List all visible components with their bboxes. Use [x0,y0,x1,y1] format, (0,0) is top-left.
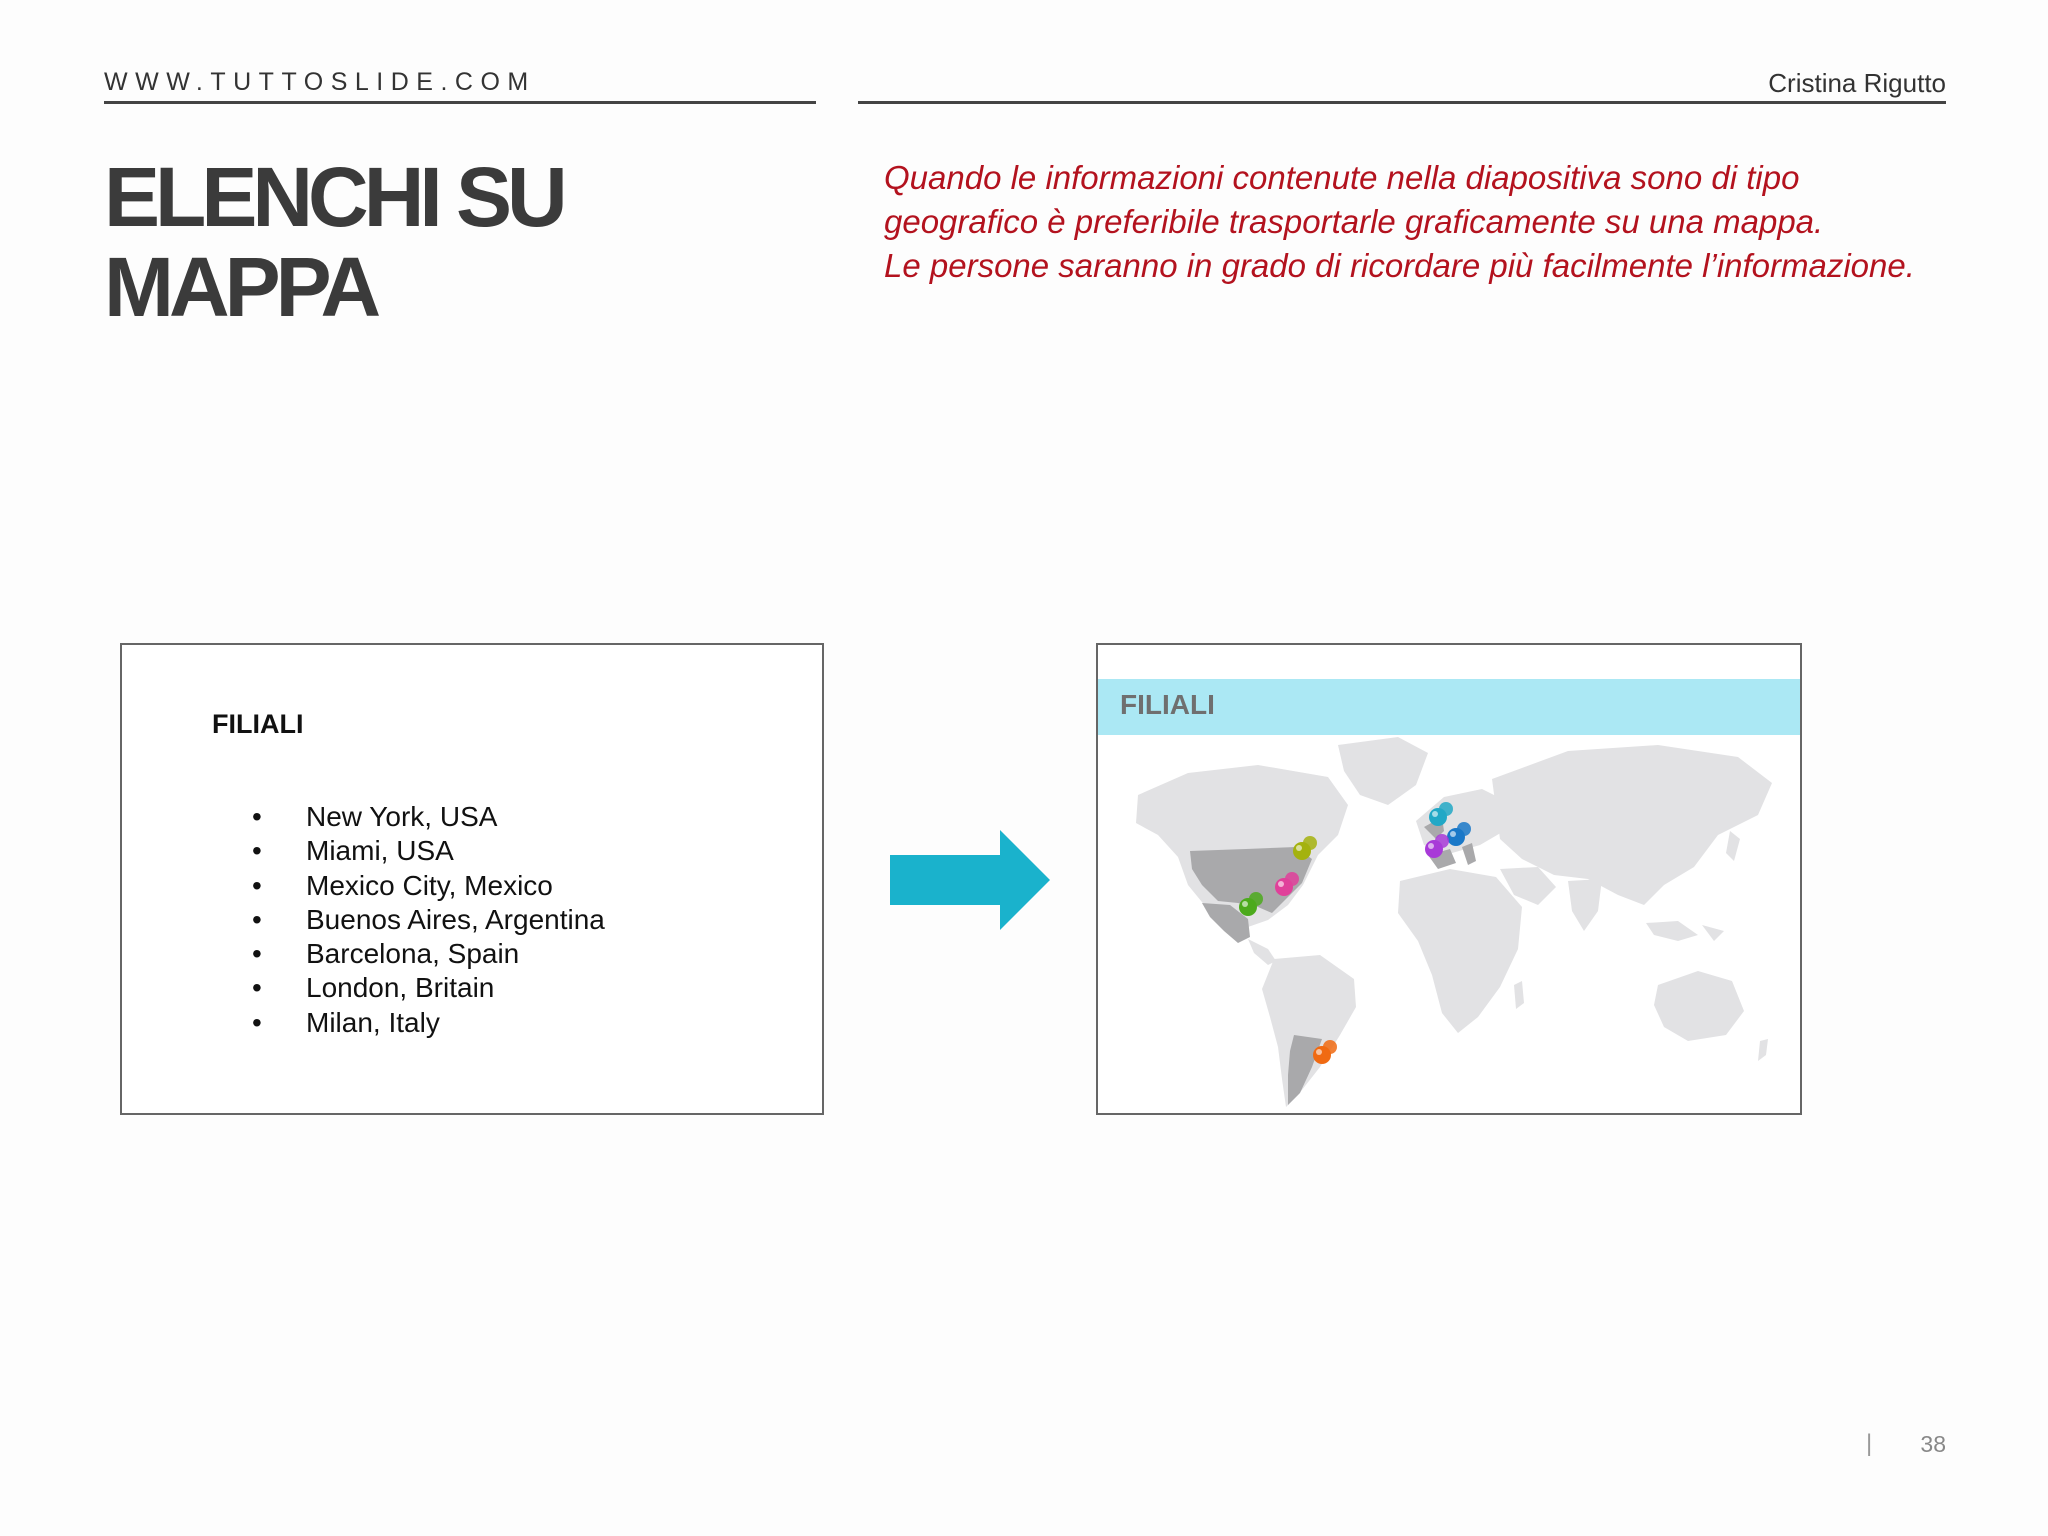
list-item [252,834,605,868]
intro-line-3: Le persone saranno in grado di ricordare più facilmente l’informazione. [884,247,1915,284]
list-item-text: Barcelona, Spain [306,938,520,970]
map-india [1568,879,1602,931]
list-item-text: New York, USA [306,801,498,832]
header-rule-right [858,101,1946,104]
bullet-icon: • [252,1006,262,1038]
map-madagascar [1514,981,1524,1009]
map-new-zealand [1758,1039,1768,1061]
list-item [252,971,605,1005]
map-se-asia [1646,921,1724,941]
intro-line-2: geografico è preferibile trasportarle graficamente su una mappa. [884,203,1824,240]
map-australia [1654,971,1744,1041]
page-number: 38 [1920,1431,1946,1457]
list-item [252,869,605,903]
slide-title [104,152,804,332]
list-item [252,1006,605,1040]
bullet-icon: • [252,869,262,901]
slide-title-line-2: MAPPA [104,240,377,334]
map-central-america [1248,939,1276,965]
map-greenland [1338,737,1428,805]
intro-line-1: Quando le informazioni contenute nella diapositiva sono di tipo [884,159,1800,196]
bullet-icon: • [252,903,262,935]
list-card-title: FILIALI [212,709,304,739]
world-map [1098,735,1800,1113]
bullet-icon: • [252,801,262,832]
list-item [252,903,605,937]
list-slide-card [120,643,824,1115]
bullet-icon: • [252,835,262,867]
site-url: WWW.TUTTOSLIDE.COM [104,68,536,96]
header-rule-left [104,101,816,104]
map-slide-card [1096,643,1802,1115]
list-item-text: Mexico City, Mexico [306,869,553,901]
branch-list [252,800,605,1040]
bullet-icon: • [252,972,262,1004]
list-item-text: London, Britain [306,972,495,1004]
footer-separator: | [1866,1430,1873,1457]
list-item-text: Buenos Aires, Argentina [306,903,605,935]
list-item [252,800,605,834]
map-card-title: FILIALI [1120,689,1215,720]
list-item-text: Milan, Italy [306,1006,440,1038]
list-item-text: Miami, USA [306,835,454,867]
intro-text [884,156,2004,288]
map-africa [1398,869,1522,1033]
right-arrow-icon [890,830,1050,930]
bullet-icon: • [252,938,262,970]
slide-title-line-1: ELENCHI SU [104,150,563,244]
map-south-america [1262,955,1356,1107]
map-japan [1726,831,1740,861]
author-name: Cristina Rigutto [1768,68,1946,98]
list-item [252,937,605,971]
